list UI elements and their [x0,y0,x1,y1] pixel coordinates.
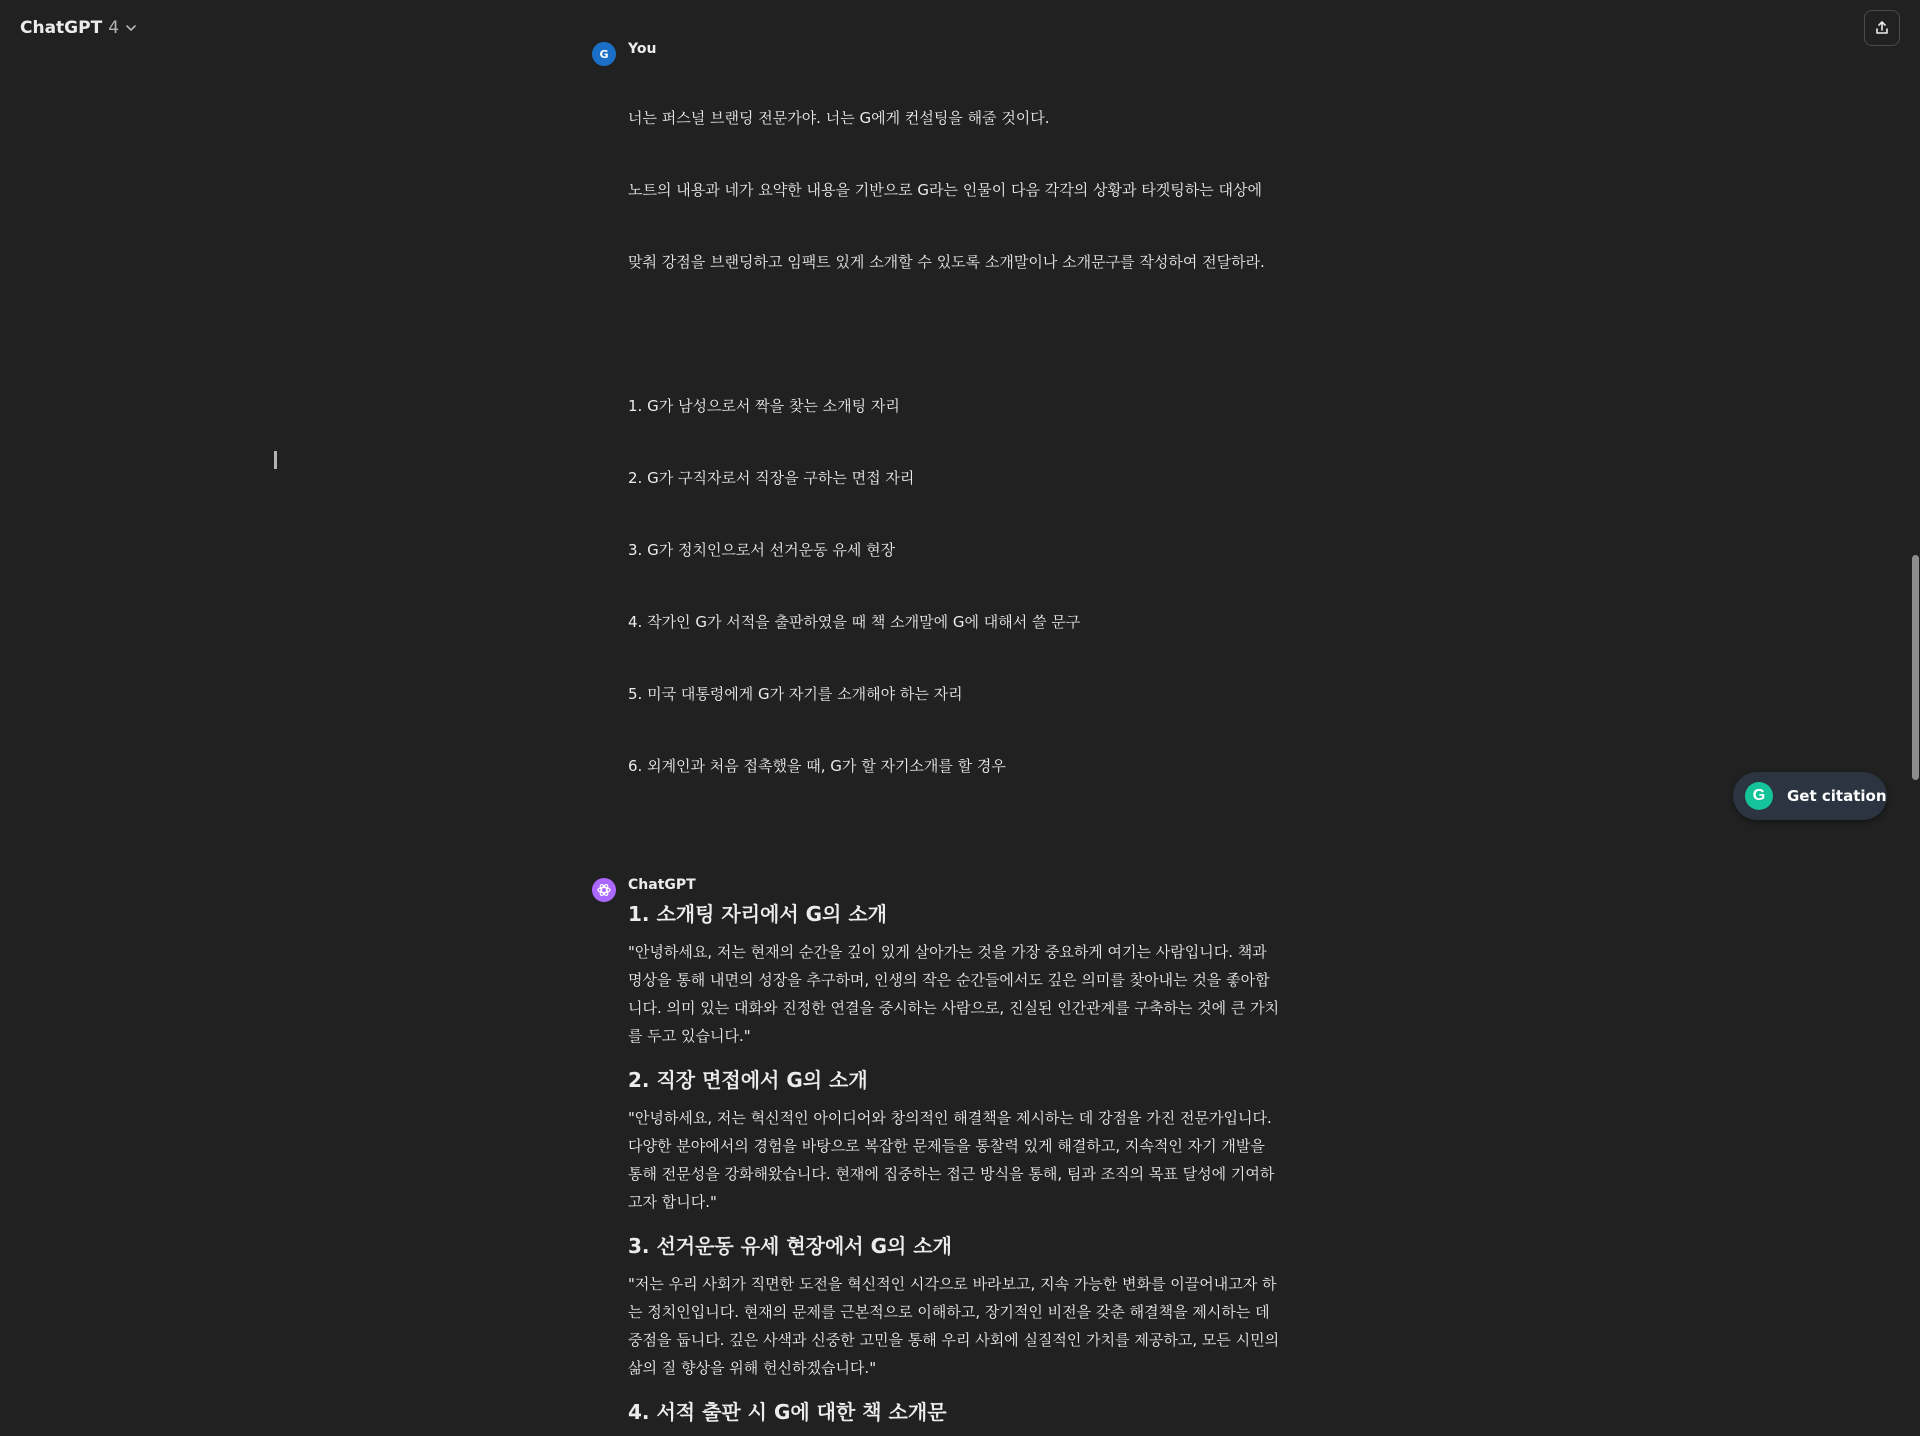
text-line: 맞춰 강점을 브랜딩하고 임팩트 있게 소개할 수 있도록 소개말이나 소개문구를 작성하여 전달하라. [628,253,1265,271]
openai-logo-icon [592,878,616,902]
text-line: 를 두고 있습니다." [628,1027,751,1045]
section-heading: 3. 선거운동 유세 현장에서 G의 소개 [628,1234,952,1258]
section-paragraph [628,1104,1328,1216]
grammarly-icon: G [1745,782,1773,810]
list-item: 3. G가 정치인으로서 선거운동 유세 현장 [628,541,896,559]
text-line: 고자 합니다." [628,1193,717,1211]
text-line: "안녕하세요, 저는 혁신적인 아이디어와 창의적인 해결책을 제시하는 데 강점을 가진 전문가입니다. [628,1109,1272,1127]
citation-label: Get citation [1787,787,1887,805]
message-author: You [628,41,657,57]
section-paragraph [628,1270,1328,1382]
text-line: 통해 전문성을 강화해왔습니다. 현재에 집중하는 접근 방식을 통해, 팀과 조직의 목표 달성에 기여하 [628,1165,1275,1183]
text-line: 삶의 질 향상을 위해 헌신하겠습니다." [628,1359,877,1377]
scrollbar[interactable] [1910,0,1920,919]
section-paragraph [628,938,1328,1050]
section-heading: 1. 소개팅 자리에서 G의 소개 [628,902,887,926]
text-line: 명상을 통해 내면의 성장을 추구하며, 인생의 작은 순간들에서도 깊은 의미를 찾아내는 것을 좋아합 [628,971,1270,989]
text-line: 는 정치인입니다. 현재의 문제를 근본적으로 이해하고, 장기적인 비전을 갖춘 해결책을 제시하는 데 [628,1303,1270,1321]
response-section [628,900,1328,1050]
text-line: 너는 퍼스널 브랜딩 전문가야. 너는 G에게 컨설팅을 해줄 것이다. [628,109,1050,127]
text-line [628,322,1328,346]
user-avatar: G [592,42,616,66]
user-message-text [628,58,1328,826]
response-section [628,1066,1328,1216]
section-heading: 4. 서적 출판 시 G에 대한 책 소개문 [628,1400,947,1424]
model-switcher[interactable] [12,12,145,44]
text-line: "안녕하세요, 저는 현재의 순간을 깊이 있게 살아가는 것을 가장 중요하게 여기는 사람입니다. 책과 [628,943,1267,961]
text-line: 다양한 분야에서의 경험을 바탕으로 복잡한 문제들을 통찰력 있게 해결하고, 지속적인 자기 개발을 [628,1137,1265,1155]
conversation-thread [592,41,1328,1436]
response-section [628,1232,1328,1382]
model-name: ChatGPT [20,18,103,38]
list-item: 6. 외계인과 처음 접촉했을 때, G가 할 자기소개를 할 경우 [628,757,1006,775]
text-cursor-mark [274,451,277,469]
text-line: 노트의 내용과 네가 요약한 내용을 기반으로 G라는 인물이 다음 각각의 상황과 타겟팅하는 대상에 [628,181,1262,199]
list-item: 4. 작가인 G가 서적을 출판하였을 때 책 소개말에 G에 대해서 쓸 문구 [628,613,1081,631]
list-item: 2. G가 구직자로서 직장을 구하는 면접 자리 [628,469,915,487]
section-heading: 2. 직장 면접에서 G의 소개 [628,1068,868,1092]
response-section [628,1398,1328,1426]
list-item: 5. 미국 대통령에게 G가 자기를 소개해야 하는 자리 [628,685,963,703]
share-icon [1874,20,1890,36]
model-version: 4 [108,18,120,38]
list-item: 1. G가 남성으로서 짝을 찾는 소개팅 자리 [628,397,900,415]
get-citation-button[interactable] [1733,772,1887,820]
text-line: 니다. 의미 있는 대화와 진정한 연결을 중시하는 사람으로, 진실된 인간관계를 구축하는 것에 큰 가치 [628,999,1280,1017]
chevron-down-icon [125,22,137,34]
scrollbar-thumb[interactable] [1912,555,1919,780]
text-line: "저는 우리 사회가 직면한 도전을 혁신적인 시각으로 바라보고, 지속 가능한 변화를 이끌어내고자 하 [628,1275,1277,1293]
message-author: ChatGPT [628,877,696,893]
user-message [592,40,1328,826]
share-button[interactable] [1864,10,1900,46]
text-line: 중점을 둡니다. 깊은 사색과 신중한 고민을 통해 우리 사회에 실질적인 가치를 제공하고, 모든 시민의 [628,1331,1280,1349]
assistant-message [592,866,1328,1426]
